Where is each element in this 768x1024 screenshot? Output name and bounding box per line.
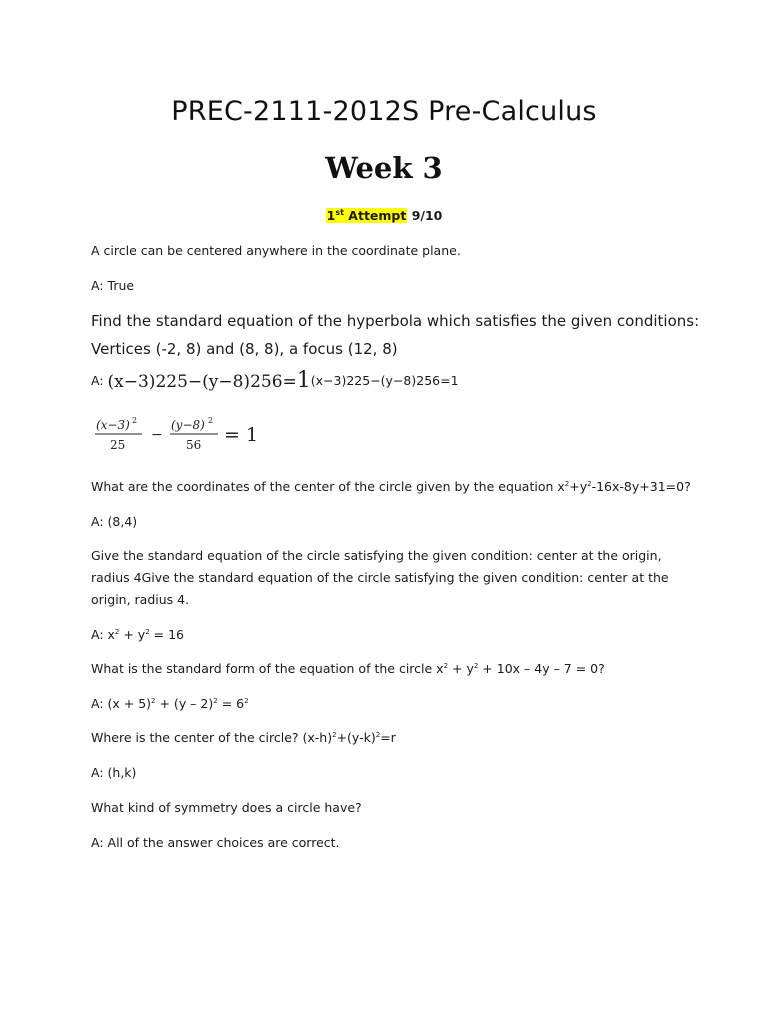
question-6-text-c: =r: [380, 730, 396, 745]
question-4-line-1: Give the standard equation of the circle satisfying the given condition: center at the origin,: [91, 548, 662, 563]
attempt-score: 9/10: [407, 208, 443, 224]
question-3-text-c: -16x-8y+31=0?: [591, 479, 691, 494]
answer-2-math: (x−3)225−(y−8)256=: [107, 372, 297, 392]
answer-2-plain: (x−3)225−(y−8)256=1: [310, 373, 459, 388]
answer-7: A: All of the answer choices are correct.: [91, 835, 340, 850]
answer-5-sup-1: 2: [151, 697, 156, 705]
fraction-equation-svg: [92, 413, 272, 457]
answer-1: A: True: [91, 278, 135, 293]
question-6: [91, 730, 396, 745]
question-5-text-c: + 10x – 4y – 7 = 0?: [478, 661, 605, 676]
fraction-1-exponent: 2: [132, 416, 138, 425]
answer-2: [91, 368, 459, 396]
question-7: What kind of symmetry does a circle have?: [91, 800, 362, 815]
attempt-word: Attempt: [343, 208, 407, 224]
attempt-line: [0, 208, 768, 223]
question-6-text-a: Where is the center of the circle? (x-h): [91, 730, 333, 745]
question-5-text-a: What is the standard form of the equation of the circle x: [91, 661, 444, 676]
question-5-sup-2: 2: [473, 662, 479, 670]
question-6-text-b: +(y-k): [336, 730, 376, 745]
equals-one: = 1: [224, 424, 259, 446]
fraction-2-numerator: (y−8): [171, 418, 205, 432]
hyperbola-equation: [92, 413, 272, 457]
answer-5-sup-2: 2: [213, 697, 218, 705]
question-5: [91, 661, 605, 676]
week-heading: Week 3: [325, 151, 443, 185]
question-3-text-a: What are the coordinates of the center of the circle given by the equation x: [91, 479, 565, 494]
answer-4: [91, 627, 184, 642]
fraction-2-denominator: 56: [186, 438, 202, 452]
fraction-2-exponent: 2: [208, 416, 214, 425]
answer-5-text-a: A: (x + 5): [91, 696, 152, 711]
question-4-line-3: origin, radius 4.: [91, 592, 190, 607]
question-5-sup-1: 2: [443, 662, 449, 670]
answer-2-one: 1: [296, 368, 311, 393]
attempt-highlight: [326, 208, 408, 223]
question-6-sup-2: 2: [375, 731, 381, 739]
answer-4-text-a: A: x: [91, 627, 115, 642]
fraction-1-denominator: 25: [110, 438, 126, 452]
minus-sign: −: [151, 427, 163, 443]
question-2-line-1: Find the standard equation of the hyperbola which satisfies the given conditions:: [91, 312, 700, 330]
answer-5-sup-3: 2: [244, 697, 249, 705]
answer-3: A: (8,4): [91, 514, 138, 529]
question-6-sup-1: 2: [332, 731, 337, 739]
answer-4-text-c: = 16: [149, 627, 185, 642]
answer-5-text-c: = 6: [217, 696, 245, 711]
question-4-line-2: radius 4Give the standard equation of the circle satisfying the given condition: center at the: [91, 570, 669, 585]
answer-6: A: (h,k): [91, 765, 137, 780]
question-2-line-2: Vertices (-2, 8) and (8, 8), a focus (12, 8): [91, 340, 398, 358]
answer-4-text-b: + y: [119, 627, 146, 642]
question-1: A circle can be centered anywhere in the coordinate plane.: [91, 243, 461, 258]
answer-5: [91, 696, 249, 711]
answer-4-sup-2: 2: [145, 628, 150, 636]
question-3-text-b: +y: [569, 479, 588, 494]
question-3: [91, 479, 691, 494]
attempt-number: 1: [326, 208, 336, 224]
answer-4-sup-1: 2: [114, 628, 120, 636]
question-3-sup-2: 2: [587, 480, 592, 488]
question-3-sup-1: 2: [564, 480, 570, 488]
answer-2-prefix: A:: [91, 373, 108, 388]
question-5-text-b: + y: [448, 661, 474, 676]
fraction-1-numerator: (x−3): [96, 418, 130, 432]
attempt-ordinal: st: [335, 208, 344, 217]
answer-5-text-b: + (y – 2): [155, 696, 214, 711]
page-title: PREC-2111-2012S Pre-Calculus: [171, 96, 597, 127]
